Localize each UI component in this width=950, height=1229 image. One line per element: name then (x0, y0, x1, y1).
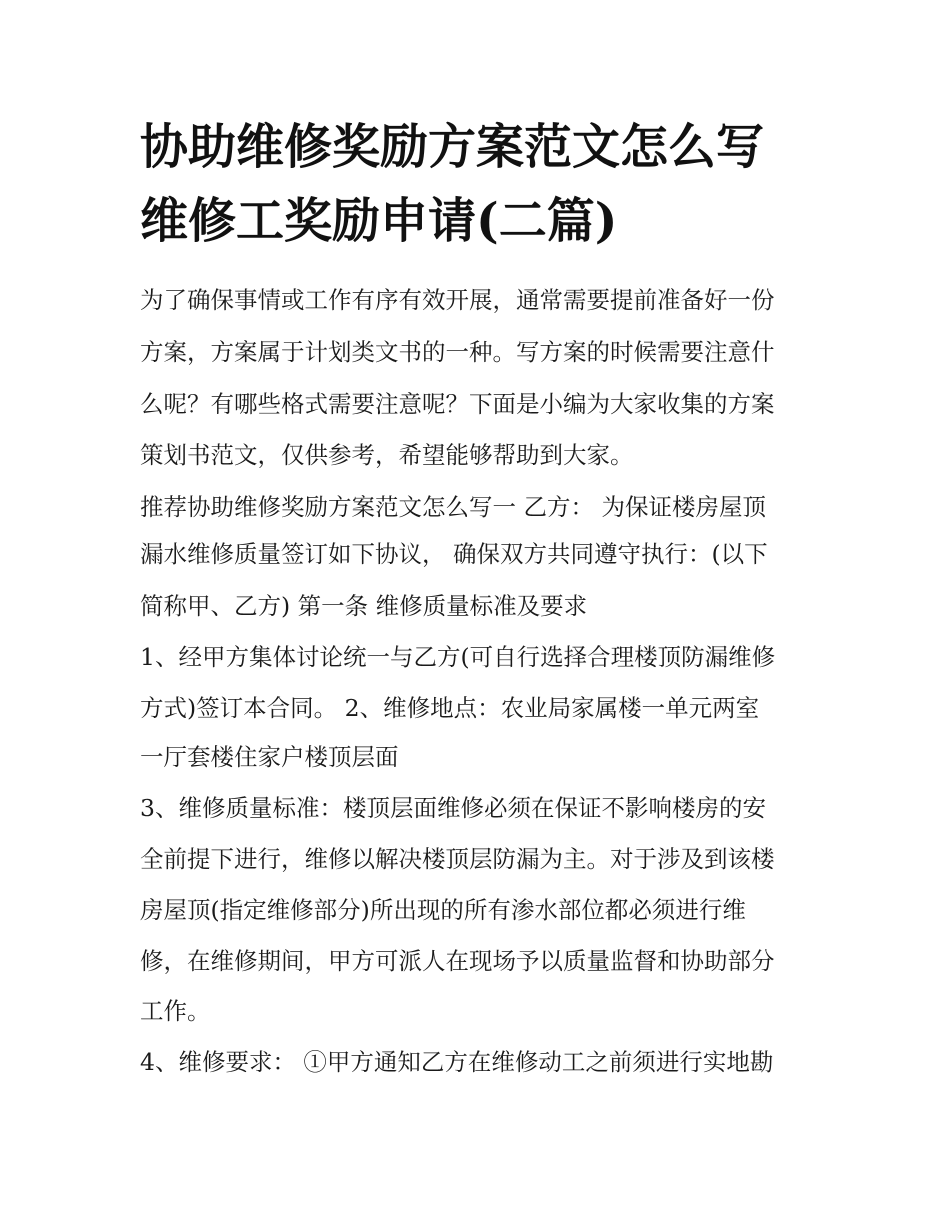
body-line-11: 3、维修质量标准：楼顶层面维修必须在保证不影响楼房的安 (140, 794, 766, 822)
body-line-12: 全前提下进行，维修以解决楼顶层防漏为主。对于涉及到该楼 (140, 845, 775, 873)
body-line-16: 4、维修要求： ①甲方通知乙方在维修动工之前须进行实地勘 (140, 1048, 774, 1076)
body-line-6: 漏水维修质量签订如下协议， 确保双方共同遵守执行：(以下 (140, 540, 768, 568)
body-line-14: 修，在维修期间，甲方可派人在现场予以质量监督和协助部分 (140, 947, 775, 975)
body-line-7: 简称甲、乙方) 第一条 维修质量标准及要求 (140, 592, 588, 620)
document-title-line-1: 协助维修奖励方案范文怎么写 (140, 119, 765, 175)
body-line-9: 方式)签订本合同。 2、维修地点：农业局家属楼一单元两室 (140, 694, 760, 722)
body-line-5: 推荐协助维修奖励方案范文怎么写一 乙方： 为保证楼房屋顶 (140, 493, 766, 521)
document-title-line-2: 维修工奖励申请(二篇) (140, 193, 618, 249)
body-line-15: 工作。 (140, 997, 211, 1025)
body-line-2: 方案，方案属于计划类文书的一种。写方案的时候需要注意什 (140, 338, 775, 366)
body-line-10: 一厅套楼住家户楼顶层面 (140, 743, 399, 771)
body-line-4: 策划书范文，仅供参考，希望能够帮助到大家。 (140, 441, 634, 469)
body-line-1: 为了确保事情或工作有序有效开展，通常需要提前准备好一份 (140, 286, 775, 314)
body-line-3: 么呢？有哪些格式需要注意呢？下面是小编为大家收集的方案 (140, 390, 775, 418)
body-line-8: 1、经甲方集体讨论统一与乙方(可自行选择合理楼顶防漏维修 (140, 643, 776, 671)
body-line-13: 房屋顶(指定维修部分)所出现的所有渗水部位都必须进行维 (140, 896, 746, 924)
